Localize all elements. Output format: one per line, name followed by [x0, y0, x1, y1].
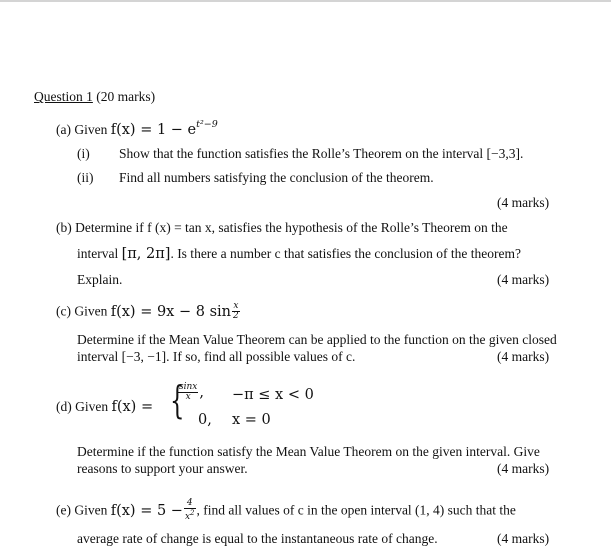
part-c-line2: interval [−3, −1]. If so, find all possible values of c. [77, 349, 356, 364]
part-c-fraction: $\frac{x}{2}$ [232, 301, 239, 321]
part-d-case1-condition: −π ≤ x < 0 [232, 387, 314, 403]
part-d-brace: { [170, 378, 185, 422]
part-e-marks: (4 marks) [497, 531, 550, 546]
top-border [0, 0, 611, 2]
question-title: Question 1 [34, 89, 93, 104]
part-d-case1: $\frac{\sin x}{x}$ , [179, 382, 204, 402]
part-a-i-label: (i) [77, 146, 90, 161]
part-d-statement [56, 399, 153, 415]
part-a-label: (a) Given [56, 122, 108, 137]
part-b-explain: Explain. [77, 272, 123, 287]
part-d-function: f(x) = [111, 399, 154, 415]
part-b-line1: (b) Determine if f (x) = tan x, satisfies the hypothesis of the Rolle’s Theorem on the [56, 220, 508, 235]
part-d-case2-condition: x = 0 [232, 412, 271, 428]
part-a-i-text: Show that the function satisfies the Rolle’s Theorem on the interval [−3,3]. [119, 146, 524, 161]
question-marks: (20 marks) [96, 89, 156, 104]
part-d-case2-value: 0, [198, 412, 212, 428]
part-b-interval: [π, 2π] [121, 246, 171, 262]
part-c-line1: Determine if the Mean Value Theorem can be applied to the function on the given closed [77, 332, 557, 347]
part-d-marks: (4 marks) [497, 461, 550, 476]
part-e-function: f(x) = 5 − $\frac{4}{x^2}$ [110, 498, 195, 522]
part-e-statement [56, 499, 516, 522]
part-a-function: $f(x) = 1 - e^{t^2-9}$ [110, 119, 218, 138]
part-b-interval-label: interval [77, 246, 119, 261]
part-d-label: (d) Given [56, 399, 109, 414]
part-b-line2 [77, 246, 521, 262]
question-heading [34, 89, 155, 105]
part-e-label: (e) Given [56, 502, 108, 518]
part-b-question: . Is there a number c that satisfies the conclusion of the theorem? [170, 246, 521, 261]
part-a-ii-text: Find all numbers satisfying the conclusion of the theorem. [119, 170, 434, 185]
part-c-statement [56, 302, 241, 321]
part-c-label: (c) Given [56, 303, 108, 319]
part-b-marks: (4 marks) [497, 272, 550, 287]
part-e-line2: average rate of change is equal to the instantaneous rate of change. [77, 531, 438, 546]
part-a-marks: (4 marks) [497, 195, 550, 210]
part-d-case1-fraction: $\frac{\sin x}{x}$ [179, 382, 198, 402]
part-d-line2: reasons to support your answer. [77, 461, 248, 476]
part-a-exponent: t²−9 [196, 119, 218, 130]
part-a-statement [56, 117, 218, 138]
part-e-question: , find all values of c in the open interval (1, 4) such that the [196, 502, 516, 518]
part-a-ii-label: (ii) [77, 170, 94, 185]
part-c-function: f(x) = 9x − 8 sin $\frac{x}{2}$ [110, 301, 239, 321]
part-c-marks: (4 marks) [497, 349, 550, 364]
part-e-fraction: $\frac{4}{x^2}$ [184, 498, 195, 522]
part-d-line1: Determine if the function satisfy the Mean Value Theorem on the given interval. Give [77, 444, 540, 459]
